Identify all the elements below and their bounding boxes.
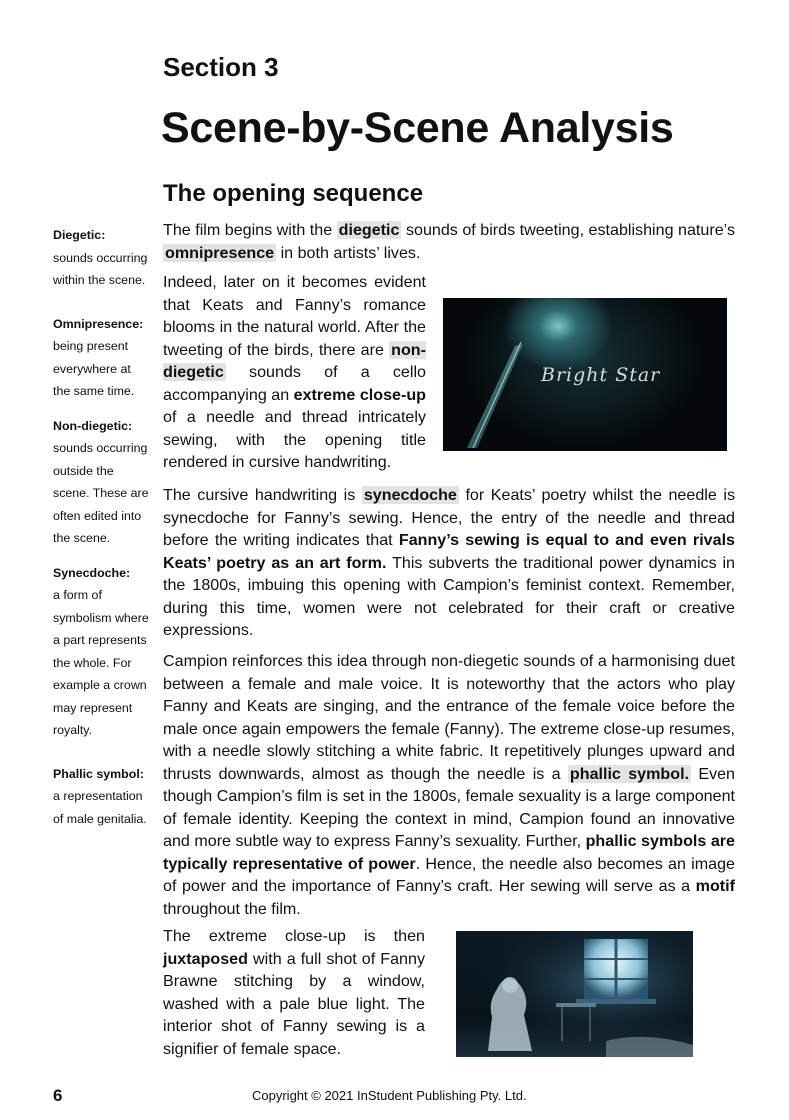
text: with a full shot of Fanny Brawne stitching by a window, washed with a pale blue light. The interior shot of Fanny sewing is a signifier of female space. [163, 949, 425, 1058]
emphasis: phallic symbols are typically representative of power [163, 832, 735, 873]
text: The extreme close-up is then [163, 927, 425, 945]
text: in both artists’ lives. [276, 243, 421, 262]
key-term: non-diegetic [163, 340, 426, 381]
film-still-window-image [456, 931, 693, 1057]
glossary-entry-synecdoche [53, 562, 151, 742]
glossary-definition: being present everywhere at the same time. [53, 339, 135, 398]
section-label: Section 3 [163, 52, 279, 82]
glossary-term: Diegetic: [53, 228, 106, 242]
title-caption: Bright Star [541, 364, 661, 386]
paragraph-synecdoche [163, 484, 735, 642]
window-scene [456, 931, 693, 1057]
text: . Hence, the needle also becomes an image of power and the importance of Fanny’s craft. Her sewing will serve as a [163, 854, 735, 895]
text: of a needle and thread intricately sewing, with the opening title rendered in cursive handwriting. [163, 408, 426, 471]
text: throughout the film. [163, 899, 301, 918]
glossary-sidebar [53, 224, 151, 830]
subheading: The opening sequence [163, 180, 424, 207]
page-title: Scene-by-Scene Analysis [161, 104, 674, 152]
text: sounds of birds tweeting, establishing nature’s [401, 221, 735, 239]
text: Even though Campion’s film is set in the 1800s, female sexuality is a large component of female identity. Keeping the context in mind, Campion found an innovative and more subtle way to express Fanny’s sexuality. Further, [163, 764, 736, 850]
text: This subverts the traditional power dynamics in the 1800s, imbuing this opening with Campion’s feminist context. Remember, during this time, women were not celebrated for their craft or creative expressions. [163, 553, 736, 639]
text: Indeed, later on it becomes evident that Keats and Fanny’s romance blooms in the natural world. After the tweeting of the birds, there are [163, 273, 426, 359]
glossary-term: Phallic symbol: [53, 766, 144, 781]
key-term: omnipresence [165, 243, 275, 262]
text: Campion reinforces this idea through non-diegetic sounds of a harmonising duet between a female and male voice. It is noteworthy that the actors who play Fanny and Keats are singing, and the entrance of the female voice before the male once again empowers the female (Fanny). The extreme close-up resumes, with a needle slowly stitching a white fabric. It repetitively plunges upward and thrusts downwards, almost as though the needle is a [163, 652, 735, 783]
glossary-term: Non-diegetic: [53, 418, 133, 433]
text: for Keats’ poetry whilst the needle is synecdoche for Fanny’s sewing. Hence, the entry of the needle and thread before the writing indicates that [163, 486, 735, 549]
glossary-entry-omnipresence [53, 313, 151, 403]
emphasis: juxtaposed [163, 949, 248, 968]
paragraph-intro [163, 219, 735, 264]
key-term: synecdoche [363, 486, 457, 504]
film-still-title-image [443, 298, 727, 451]
glossary-definition: a form of symbolism where a part represents the whole. For example a crown may represent royalty. [53, 588, 149, 737]
emphasis: Fanny’s sewing is equal to and even rivals Keats’ poetry as an art form. [163, 531, 735, 572]
glossary-entry-phallic-symbol [53, 763, 151, 831]
key-term: diegetic [338, 221, 400, 239]
glossary-definition: sounds occurring outside the scene. These are often edited into the scene. [53, 441, 149, 545]
paragraph-juxtaposition [163, 925, 425, 1060]
glossary-definition: a representation of male genitalia. [53, 789, 147, 826]
paragraph-opening-title [163, 271, 426, 474]
text: The cursive handwriting is [163, 486, 362, 504]
text: sounds of a cello accompanying an [163, 363, 426, 404]
glossary-term: Synecdoche: [53, 565, 131, 580]
key-term: phallic symbol. [569, 764, 690, 783]
emphasis: extreme close-up [293, 385, 427, 404]
paragraph-duet [163, 650, 735, 920]
glossary-entry-diegetic [53, 224, 151, 292]
glossary-definition: sounds occurring within the scene. [53, 250, 148, 287]
glossary-entry-non-diegetic [53, 415, 151, 550]
text: The film begins with the [163, 221, 337, 239]
glossary-term: Omnipresence: [53, 316, 144, 331]
emphasis: motif [695, 877, 735, 895]
copyright-notice: Copyright © 2021 InStudent Publishing Pty. Ltd. [252, 1088, 527, 1103]
page-number: 6 [53, 1086, 63, 1105]
